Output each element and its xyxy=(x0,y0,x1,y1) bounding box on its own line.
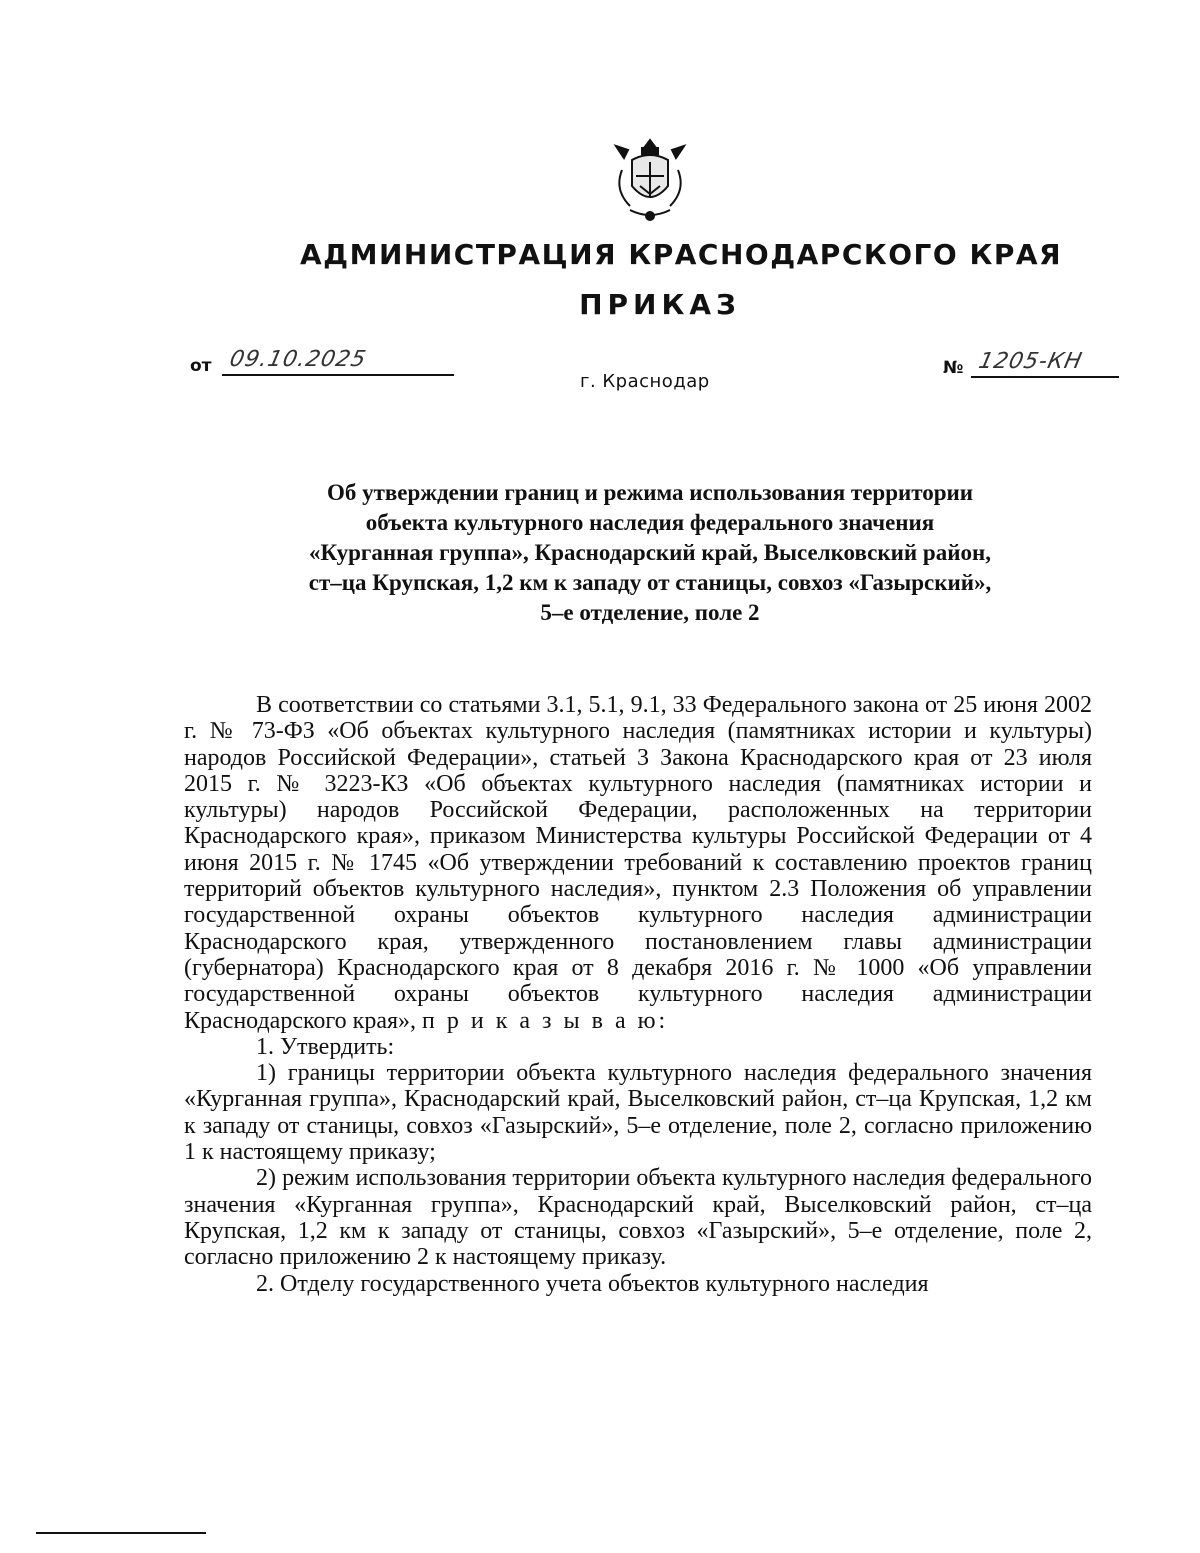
handwritten-date: 09.10.2025 xyxy=(226,347,369,372)
handwritten-number: 1205-КН xyxy=(976,349,1086,374)
number-underline xyxy=(971,350,1119,378)
item-1-2: 2) режим использования территории объекта культурного наследия федерального значения «Курганная группа», Краснодарский край, Выселковский район, ст–ца Крупская, 1,2 км к западу от станицы, совхоз «Газырский», 5–е отделение, поле 2, согласно приложению 2 к настоящему приказу. xyxy=(184,1165,1092,1271)
city: г. Краснодар xyxy=(580,371,710,392)
coat-of-arms-icon xyxy=(602,130,698,226)
document-type: ПРИКАЗ xyxy=(579,288,741,321)
footnote-divider xyxy=(36,1532,206,1534)
item-1: 1. Утвердить: xyxy=(256,1033,395,1060)
date-field xyxy=(190,348,454,376)
preamble-text: В соответствии со статьями 3.1, 5.1, 9.1, 33 Федерального закона от 25 июня 2002 г. № 73-ФЗ «Об объектах культурного наследия (памятниках истории и культуры) народов Российской Федерации», статьей 3 Закона Краснодарского края от 23 июля 2015 г. № 3223-КЗ «Об объектах культурного наследия (памятниках истории и культуры) народов Российской Федерации, расположенных на территории Краснодарского края», приказом Министерства культуры Российской Федерации от 4 июня 2015 г. № 1745 «Об утверждении требований к составлению проектов границ территорий объектов культурного наследия», пунктом 2.3 Положения об управлении государственной охраны объектов культурного наследия администрации Краснодарского края, утвержденного постановлением главы администрации (губернатора) Краснодарского края от 8 декабря 2016 г. № 1000 «Об управлении государственной охраны объектов культурного наследия администрации Краснодарского края», xyxy=(184,692,1092,1034)
item-2: 2. Отделу государственного учета объектов культурного наследия xyxy=(256,1270,929,1297)
subject-line: объекта культурного наследия федерального значения xyxy=(365,510,935,535)
subject-line: Об утверждении границ и режима использования территории xyxy=(326,480,974,505)
date-underline xyxy=(222,348,454,376)
item-1-1: 1) границы территории объекта культурного наследия федерального значения «Курганная группа», Краснодарский край, Выселковский район, ст–ца Крупская, 1,2 км к западу от станицы, совхоз «Газырский», 5–е отделение, поле 2, согласно приложению 1 к настоящему приказу; xyxy=(184,1060,1092,1166)
date-prefix: от xyxy=(190,356,212,376)
document-subject xyxy=(200,478,1100,628)
subject-line: ст–ца Крупская, 1,2 км к западу от станицы, совхоз «Газырский», xyxy=(308,570,992,595)
number-prefix: № xyxy=(943,358,964,378)
preamble-paragraph xyxy=(184,692,1092,1034)
number-field xyxy=(943,350,1119,378)
orders-word: п р и к а з ы в а ю: xyxy=(422,1007,669,1034)
document-body xyxy=(184,692,1092,1297)
subject-line: «Курганная группа», Краснодарский край, Выселковский район, xyxy=(309,540,991,565)
organization-title: АДМИНИСТРАЦИЯ КРАСНОДАРСКОГО КРАЯ xyxy=(300,238,1063,271)
subject-line: 5–е отделение, поле 2 xyxy=(540,600,760,625)
